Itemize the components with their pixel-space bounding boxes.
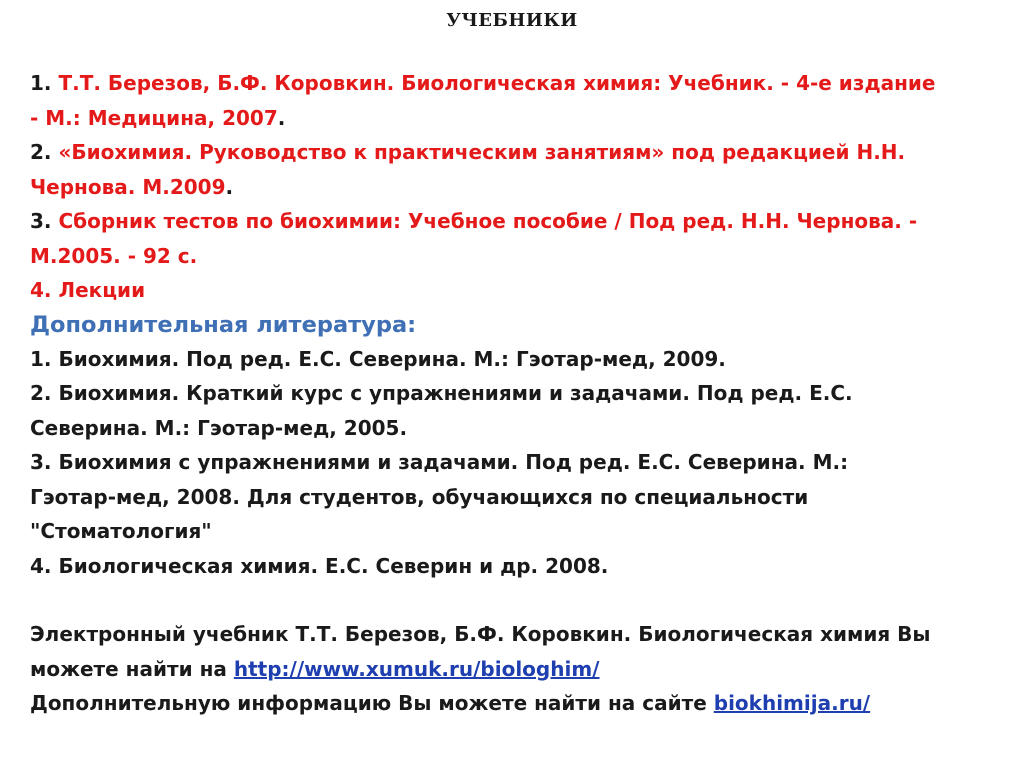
main-item-1: 1. Т.Т. Березов, Б.Ф. Коровкин. Биологическая химия: Учебник. - 4-е издание: [30, 71, 936, 95]
main-item-2-cont: Чернова. М.2009.: [30, 174, 234, 199]
biokhimija-link[interactable]: biokhimija.ru/: [713, 691, 871, 715]
main-item-3-cont: М.2005. - 92 с.: [30, 243, 198, 268]
additional-item-2-cont: Северина. М.: Гэотар-мед, 2005.: [30, 415, 408, 440]
xumuk-link[interactable]: http://www.xumuk.ru/biologhim/: [233, 656, 600, 681]
electronic-line-3: Дополнительную информацию Вы можете найти на сайте biokhimija.ru/: [30, 691, 871, 715]
additional-item-3-cont: Гэотар-мед, 2008. Для студентов, обучающихся по специальности: [30, 484, 809, 509]
content: [30, 66, 990, 721]
electronic-line-1: Электронный учебник Т.Т. Березов, Б.Ф. Коровкин. Биологическая химия Вы: [30, 622, 931, 646]
page-title: УЧЕБНИКИ: [446, 10, 578, 31]
main-item-2: 2. «Биохимия. Руководство к практическим занятиям» под редакцией Н.Н.: [30, 140, 906, 164]
main-item-3: 3. Сборник тестов по биохимии: Учебное пособие / Под ред. Н.Н. Чернова. -: [30, 209, 918, 233]
additional-heading: Дополнительная литература:: [30, 311, 417, 338]
additional-item-3: 3. Биохимия с упражнениями и задачами. Под ред. Е.С. Северина. М.:: [30, 450, 849, 474]
spacer: [30, 583, 990, 617]
main-item-1-cont: - М.: Медицина, 2007.: [30, 105, 286, 130]
additional-item-2: 2. Биохимия. Краткий курс с упражнениями и задачами. Под ред. Е.С.: [30, 381, 853, 405]
additional-item-1: 1. Биохимия. Под ред. Е.С. Северина. М.: Гэотар-мед, 2009.: [30, 346, 726, 371]
additional-item-3-cont2: "Стоматология": [30, 519, 212, 543]
additional-item-4: 4. Биологическая химия. Е.С. Северин и др. 2008.: [30, 553, 609, 578]
main-item-4: 4. Лекции: [30, 278, 146, 302]
electronic-line-2: можете найти на http://www.xumuk.ru/biologhim/: [30, 656, 600, 681]
